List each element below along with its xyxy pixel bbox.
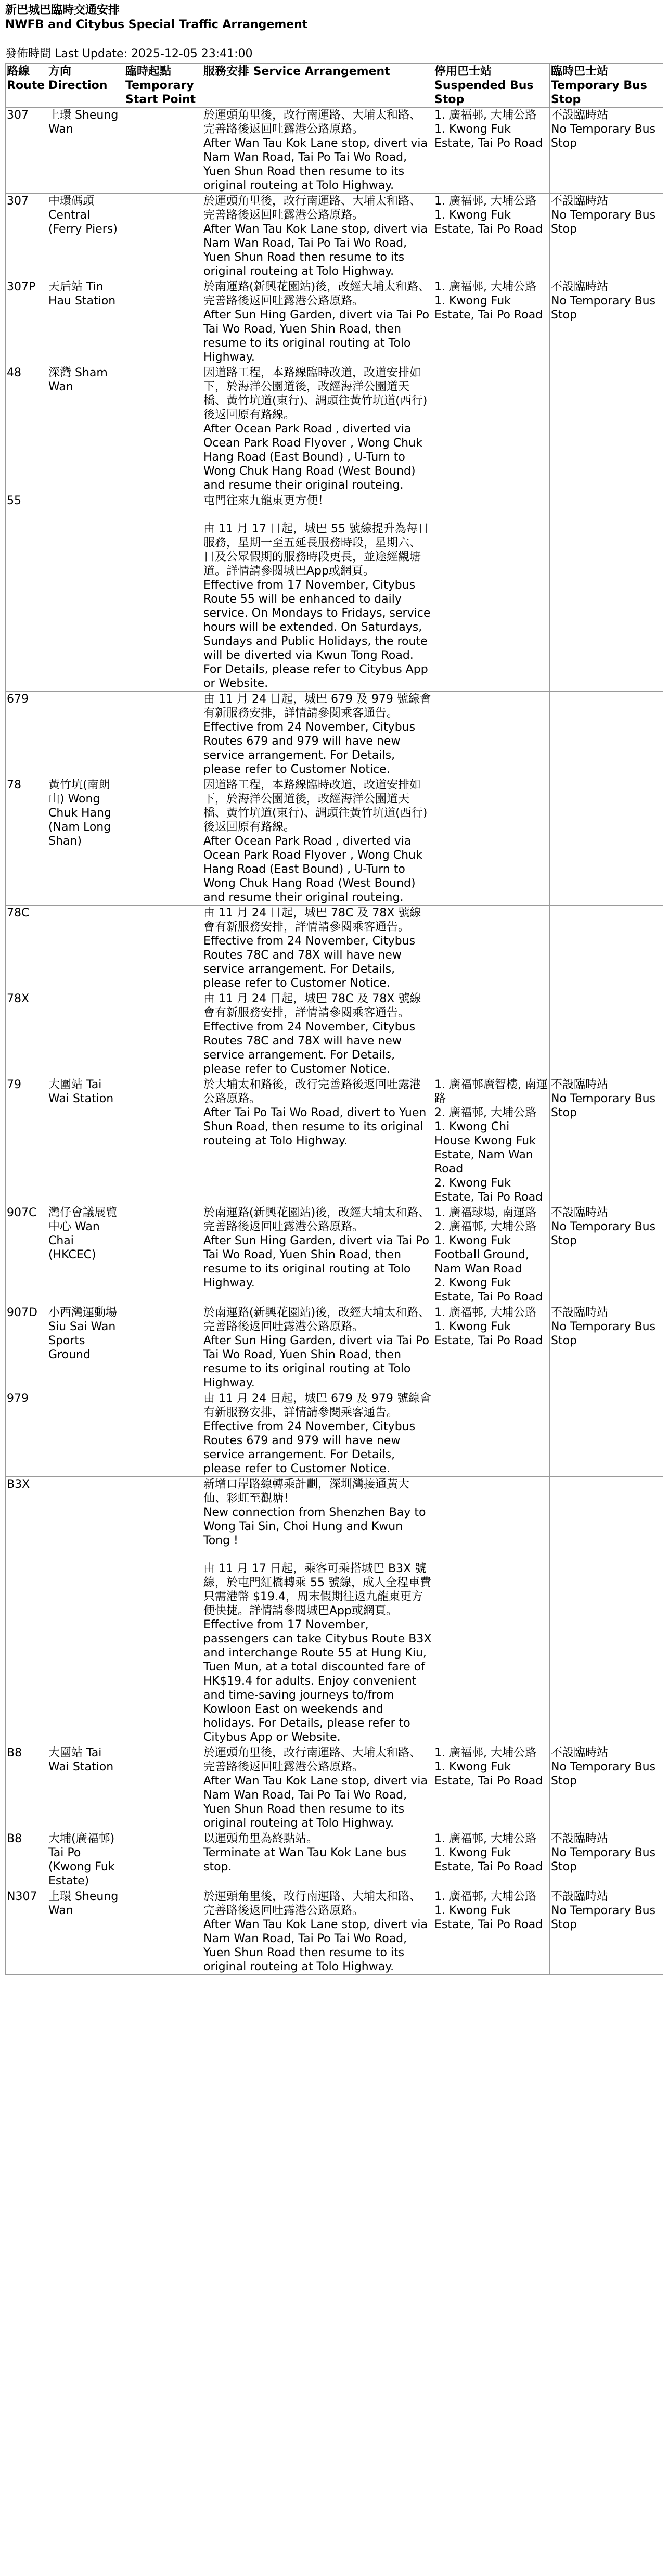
temporary-stop-cell: [550, 692, 663, 777]
suspended-stop-cell: [433, 991, 550, 1077]
table-row: [6, 906, 663, 991]
direction-cell: [47, 1477, 124, 1745]
start-point-cell: [124, 777, 202, 906]
route-cell: 55: [6, 493, 47, 692]
temporary-stop-cell: [550, 906, 663, 991]
route-cell: 79: [6, 1077, 47, 1205]
arrangement-cell: 由 11 月 24 日起，城巴 78C 及 78X 號線會有新服務安排，詳情請參閱乘客通告。 Effective from 24 November, Citybus Routes 78C and 78X will have new service arrangement. For Details, please refer to Customer Notice.: [202, 906, 433, 991]
direction-cell: 大圍站 Tai Wai Station: [47, 1077, 124, 1205]
table-row: [6, 1391, 663, 1477]
direction-cell: 天后站 Tin Hau Station: [47, 279, 124, 365]
suspended-stop-cell: 1. 廣福邨, 大埔公路 1. Kwong Fuk Estate, Tai Po Road: [433, 1889, 550, 1975]
table-header-row: [6, 64, 663, 108]
start-point-cell: [124, 1477, 202, 1745]
route-cell: 78C: [6, 906, 47, 991]
route-cell: B8: [6, 1745, 47, 1831]
temporary-stop-cell: [550, 991, 663, 1077]
route-cell: 307: [6, 194, 47, 279]
arrangement-cell: 於南運路(新興花園站)後，改經大埔太和路、完善路後返回吐露港公路原路。 After Sun Hing Garden, divert via Tai Po Tai Wo Road, Yuen Shin Road, then resume to its original routing at Tolo Highway.: [202, 1205, 433, 1305]
start-point-cell: [124, 194, 202, 279]
temporary-stop-cell: 不設臨時站 No Temporary Bus Stop: [550, 1889, 663, 1975]
suspended-stop-cell: [433, 365, 550, 493]
column-header-direction: 方向 Direction: [47, 64, 124, 108]
temporary-stop-cell: 不設臨時站 No Temporary Bus Stop: [550, 1745, 663, 1831]
temporary-stop-cell: 不設臨時站 No Temporary Bus Stop: [550, 194, 663, 279]
direction-cell: 中環碼頭 Central (Ferry Piers): [47, 194, 124, 279]
table-body: [6, 108, 663, 1975]
direction-cell: 上環 Sheung Wan: [47, 1889, 124, 1975]
suspended-stop-cell: 1. 廣福邨, 大埔公路 1. Kwong Fuk Estate, Tai Po Road: [433, 1305, 550, 1391]
temporary-stop-cell: 不設臨時站 No Temporary Bus Stop: [550, 279, 663, 365]
start-point-cell: [124, 1305, 202, 1391]
table-row: [6, 1477, 663, 1745]
table-row: [6, 108, 663, 194]
route-cell: 307: [6, 108, 47, 194]
start-point-cell: [124, 1889, 202, 1975]
arrangement-cell: 於南運路(新興花園站)後，改經大埔太和路、完善路後返回吐露港公路原路。 After Sun Hing Garden, divert via Tai Po Tai Wo Road, Yuen Shin Road, then resume to its original routing at Tolo Highway.: [202, 1305, 433, 1391]
start-point-cell: [124, 493, 202, 692]
temporary-stop-cell: 不設臨時站 No Temporary Bus Stop: [550, 1305, 663, 1391]
direction-cell: 小西灣運動場 Siu Sai Wan Sports Ground: [47, 1305, 124, 1391]
arrangement-cell: 因道路工程，本路線臨時改道，改道安排如下，於海洋公園道後，改經海洋公園道天橋、黃竹坑道(東行)、調頭往黃竹坑道(西行) 後返回原有路線。 After Ocean Park Road , diverted via Ocean Park Road Flyover , Wong Chuk Hang Road (East Bound) , U-Turn to Wong Chuk Hang Road (West Bound) and resume their original routeing.: [202, 365, 433, 493]
start-point-cell: [124, 1831, 202, 1889]
start-point-cell: [124, 1745, 202, 1831]
suspended-stop-cell: 1. 廣福邨, 大埔公路 1. Kwong Fuk Estate, Tai Po Road: [433, 1831, 550, 1889]
suspended-stop-cell: 1. 廣福邨, 大埔公路 1. Kwong Fuk Estate, Tai Po Road: [433, 194, 550, 279]
arrangement-cell: 因道路工程，本路線臨時改道，改道安排如下，於海洋公園道後，改經海洋公園道天橋、黃竹坑道(東行)、調頭往黃竹坑道(西行) 後返回原有路線。 After Ocean Park Road , diverted via Ocean Park Road Flyover , Wong Chuk Hang Road (East Bound) , U-Turn to Wong Chuk Hang Road (West Bound) and resume their original routeing.: [202, 777, 433, 906]
arrangement-cell: 於運頭角里後，改行南運路、大埔太和路、完善路後返回吐露港公路原路。 After Wan Tau Kok Lane stop, divert via Nam Wan Road, Tai Po Tai Wo Road, Yuen Shun Road then resume to its original routeing at Tolo Highway.: [202, 1889, 433, 1975]
route-cell: 907D: [6, 1305, 47, 1391]
suspended-stop-cell: [433, 1477, 550, 1745]
column-header-route: 路線 Route: [6, 64, 47, 108]
start-point-cell: [124, 1205, 202, 1305]
temporary-stop-cell: [550, 777, 663, 906]
table-row: [6, 1305, 663, 1391]
start-point-cell: [124, 365, 202, 493]
temporary-stop-cell: 不設臨時站 No Temporary Bus Stop: [550, 1205, 663, 1305]
page-title-zh: 新巴城巴臨時交通安排: [5, 4, 120, 17]
table-row: [6, 1205, 663, 1305]
column-header-arrangement: 服務安排 Service Arrangement: [202, 64, 433, 108]
direction-cell: [47, 906, 124, 991]
direction-cell: 灣仔會議展覽中心 Wan Chai (HKCEC): [47, 1205, 124, 1305]
direction-cell: 深灣 Sham Wan: [47, 365, 124, 493]
arrangement-cell: 於運頭角里後，改行南運路、大埔太和路、完善路後返回吐露港公路原路。 After Wan Tau Kok Lane stop, divert via Nam Wan Road, Tai Po Tai Wo Road, Yuen Shun Road then resume to its original routeing at Tolo Highway.: [202, 108, 433, 194]
suspended-stop-cell: [433, 906, 550, 991]
route-cell: B8: [6, 1831, 47, 1889]
arrangement-cell: 由 11 月 24 日起，城巴 679 及 979 號線會有新服務安排，詳情請參閱乘客通告。 Effective from 24 November, Citybus Routes 679 and 979 will have new service arrangement. For Details, please refer to Customer Notice.: [202, 1391, 433, 1477]
suspended-stop-cell: [433, 692, 550, 777]
table-row: [6, 1745, 663, 1831]
suspended-stop-cell: [433, 1391, 550, 1477]
route-cell: 48: [6, 365, 47, 493]
route-cell: 907C: [6, 1205, 47, 1305]
page-title-en: NWFB and Citybus Special Traffic Arrangement: [5, 18, 308, 31]
direction-cell: 大埔(廣福邨) Tai Po (Kwong Fuk Estate): [47, 1831, 124, 1889]
suspended-stop-cell: [433, 493, 550, 692]
start-point-cell: [124, 1391, 202, 1477]
suspended-stop-cell: 1. 廣福邨, 大埔公路 1. Kwong Fuk Estate, Tai Po Road: [433, 279, 550, 365]
table-row: [6, 1831, 663, 1889]
table-row: [6, 194, 663, 279]
start-point-cell: [124, 692, 202, 777]
table-row: [6, 777, 663, 906]
arrangement-cell: 以運頭角里為終點站。 Terminate at Wan Tau Kok Lane bus stop.: [202, 1831, 433, 1889]
route-cell: 78: [6, 777, 47, 906]
suspended-stop-cell: [433, 777, 550, 906]
table-row: [6, 279, 663, 365]
route-cell: N307: [6, 1889, 47, 1975]
route-cell: 307P: [6, 279, 47, 365]
table-row: [6, 365, 663, 493]
temporary-stop-cell: [550, 1477, 663, 1745]
table-row: [6, 1077, 663, 1205]
last-update: 發佈時間 Last Update: 2025-12-05 23:41:00: [5, 47, 253, 60]
start-point-cell: [124, 991, 202, 1077]
route-cell: 979: [6, 1391, 47, 1477]
arrangement-cell: 於大埔太和路後，改行完善路後返回吐露港公路原路。 After Tai Po Tai Wo Road, divert to Yuen Shun Road, then resume to its original routeing at Tolo Highway.: [202, 1077, 433, 1205]
arrangement-cell: 於南運路(新興花園站)後，改經大埔太和路、完善路後返回吐露港公路原路。 After Sun Hing Garden, divert via Tai Po Tai Wo Road, Yuen Shin Road, then resume to its original routing at Tolo Highway.: [202, 279, 433, 365]
table-row: [6, 991, 663, 1077]
direction-cell: 黃竹坑(南朗山) Wong Chuk Hang (Nam Long Shan): [47, 777, 124, 906]
arrangement-cell: 於運頭角里後，改行南運路、大埔太和路、完善路後返回吐露港公路原路。 After Wan Tau Kok Lane stop, divert via Nam Wan Road, Tai Po Tai Wo Road, Yuen Shun Road then resume to its original routeing at Tolo Highway.: [202, 1745, 433, 1831]
temporary-stop-cell: [550, 493, 663, 692]
temporary-stop-cell: 不設臨時站 No Temporary Bus Stop: [550, 108, 663, 194]
temporary-stop-cell: 不設臨時站 No Temporary Bus Stop: [550, 1077, 663, 1205]
column-header-suspended-stop: 停用巴士站 Suspended Bus Stop: [433, 64, 550, 108]
arrangement-cell: 屯門往來九龍東更方便！ 由 11 月 17 日起，城巴 55 號線提升為每日服務，星期一至五延長服務時段，星期六、日及公眾假期的服務時段更長，並途經觀塘道。詳情請參閱城巴App或網頁。 Effective from 17 November, Citybus Route 55 will be enhanced to daily service. On Mondays to Fridays, service hours will be extended. On Saturdays, Sundays and Public Holidays, the route will be diverted via Kwun Tong Road. For Details, please refer to Citybus App or Website.: [202, 493, 433, 692]
column-header-start-point: 臨時起點 Temporary Start Point: [124, 64, 202, 108]
start-point-cell: [124, 108, 202, 194]
arrangement-cell: 由 11 月 24 日起，城巴 679 及 979 號線會有新服務安排，詳情請參閱乘客通告。 Effective from 24 November, Citybus Routes 679 and 979 will have new service arrangement. For Details, please refer to Customer Notice.: [202, 692, 433, 777]
start-point-cell: [124, 906, 202, 991]
arrangement-cell: 於運頭角里後，改行南運路、大埔太和路、完善路後返回吐露港公路原路。 After Wan Tau Kok Lane stop, divert via Nam Wan Road, Tai Po Tai Wo Road, Yuen Shun Road then resume to its original routeing at Tolo Highway.: [202, 194, 433, 279]
suspended-stop-cell: 1. 廣福邨, 大埔公路 1. Kwong Fuk Estate, Tai Po Road: [433, 108, 550, 194]
route-cell: 78X: [6, 991, 47, 1077]
suspended-stop-cell: 1. 廣福邨, 大埔公路 1. Kwong Fuk Estate, Tai Po Road: [433, 1745, 550, 1831]
direction-cell: [47, 692, 124, 777]
suspended-stop-cell: 1. 廣福球場, 南運路 2. 廣福邨, 大埔公路 1. Kwong Fuk Football Ground, Nam Wan Road 2. Kwong Fuk Estate, Tai Po Road: [433, 1205, 550, 1305]
temporary-stop-cell: 不設臨時站 No Temporary Bus Stop: [550, 1831, 663, 1889]
table-row: [6, 1889, 663, 1975]
route-cell: B3X: [6, 1477, 47, 1745]
table-row: [6, 493, 663, 692]
suspended-stop-cell: 1. 廣福邨廣智樓, 南運路 2. 廣福邨, 大埔公路 1. Kwong Chi House Kwong Fuk Estate, Nam Wan Road 2. Kwong Fuk Estate, Tai Po Road: [433, 1077, 550, 1205]
arrangement-cell: 由 11 月 24 日起，城巴 78C 及 78X 號線會有新服務安排，詳情請參閱乘客通告。 Effective from 24 November, Citybus Routes 78C and 78X will have new service arrangement. For Details, please refer to Customer Notice.: [202, 991, 433, 1077]
arrangement-table: [5, 63, 663, 1975]
column-header-temporary-stop: 臨時巴士站 Temporary Bus Stop: [550, 64, 663, 108]
direction-cell: 大圍站 Tai Wai Station: [47, 1745, 124, 1831]
temporary-stop-cell: [550, 1391, 663, 1477]
start-point-cell: [124, 279, 202, 365]
temporary-stop-cell: [550, 365, 663, 493]
start-point-cell: [124, 1077, 202, 1205]
route-cell: 679: [6, 692, 47, 777]
direction-cell: [47, 991, 124, 1077]
direction-cell: 上環 Sheung Wan: [47, 108, 124, 194]
direction-cell: [47, 493, 124, 692]
direction-cell: [47, 1391, 124, 1477]
arrangement-cell: 新增口岸路線轉乘計劃，深圳灣接通黃大仙、彩虹至觀塘！ New connection from Shenzhen Bay to Wong Tai Sin, Choi Hung and Kwun Tong ! 由 11 月 17 日起，乘客可乘搭城巴 B3X 號線，於屯門紅橋轉乘 55 號線，成人全程車費只需港幣 $19.4，周末假期往返九龍東更方便快捷。詳情請參閱城巴App或網頁。 Effective from 17 November, passengers can take Citybus Route B3X and interchange Route 55 at Hung Kiu, Tuen Mun, at a total discounted fare of HK$19.4 for adults. Enjoy convenient and time-saving journeys to/from Kowloon East on weekends and holidays. For Details, please refer to Citybus App or Website.: [202, 1477, 433, 1745]
table-row: [6, 692, 663, 777]
